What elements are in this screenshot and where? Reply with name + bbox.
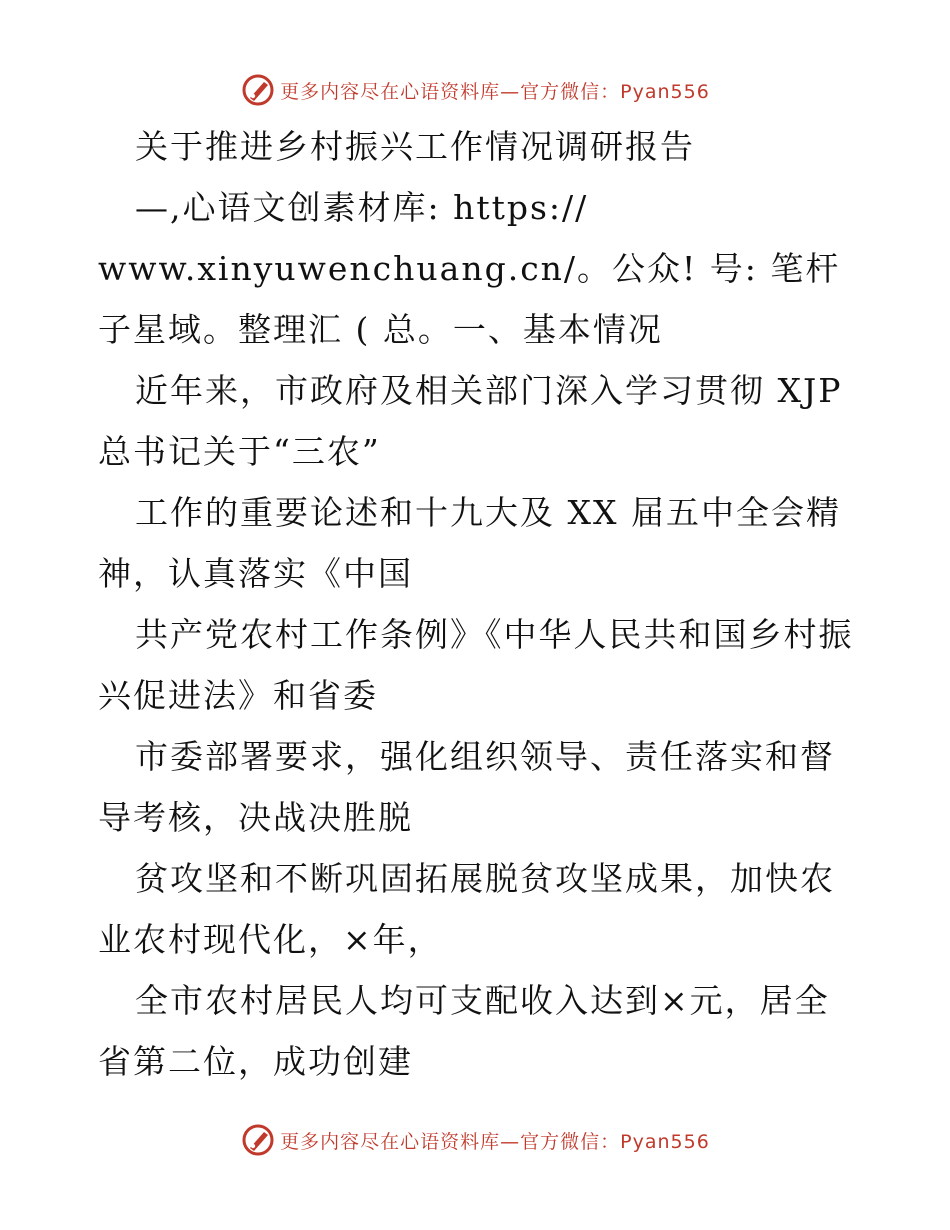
pen-logo-icon — [240, 72, 276, 108]
footer-watermark-banner — [0, 1120, 950, 1160]
paragraph: 工作的重要论述和十九大及 XX 届五中全会精神，认真落实《中国 — [98, 493, 841, 593]
paragraph-source-note: —,心语文创素材库: https:// www.xinyuwenchuang.cn/。公众! 号: 笔杆子星域。整理汇 ( 总。一、基本情况 — [98, 188, 841, 349]
paragraph: 市委部署要求，强化组织领导、责任落实和督导考核，决战决胜脱 — [98, 737, 835, 837]
paragraph: 共产党农村工作条例》《中华人民共和国乡村振兴促进法》和省委 — [98, 615, 854, 715]
watermark-text: 更多内容尽在心语资料库—官方微信：Pyan556 — [280, 80, 710, 103]
pen-logo-icon — [240, 1122, 276, 1158]
paragraph: 全市农村居民人均可支配收入达到×元，居全省第二位，成功创建 — [98, 981, 830, 1081]
header-watermark-banner — [0, 70, 950, 110]
report-title: 关于推进乡村振兴工作情况调研报告 — [135, 127, 695, 166]
paragraph: 近年来，市政府及相关部门深入学习贯彻 XJP 总书记关于“三农” — [98, 371, 855, 471]
document-body — [98, 116, 858, 1092]
paragraph: 贫攻坚和不断巩固拓展脱贫攻坚成果，加快农业农村现代化，×年， — [98, 859, 835, 959]
watermark-text: 更多内容尽在心语资料库—官方微信：Pyan556 — [280, 1130, 710, 1153]
